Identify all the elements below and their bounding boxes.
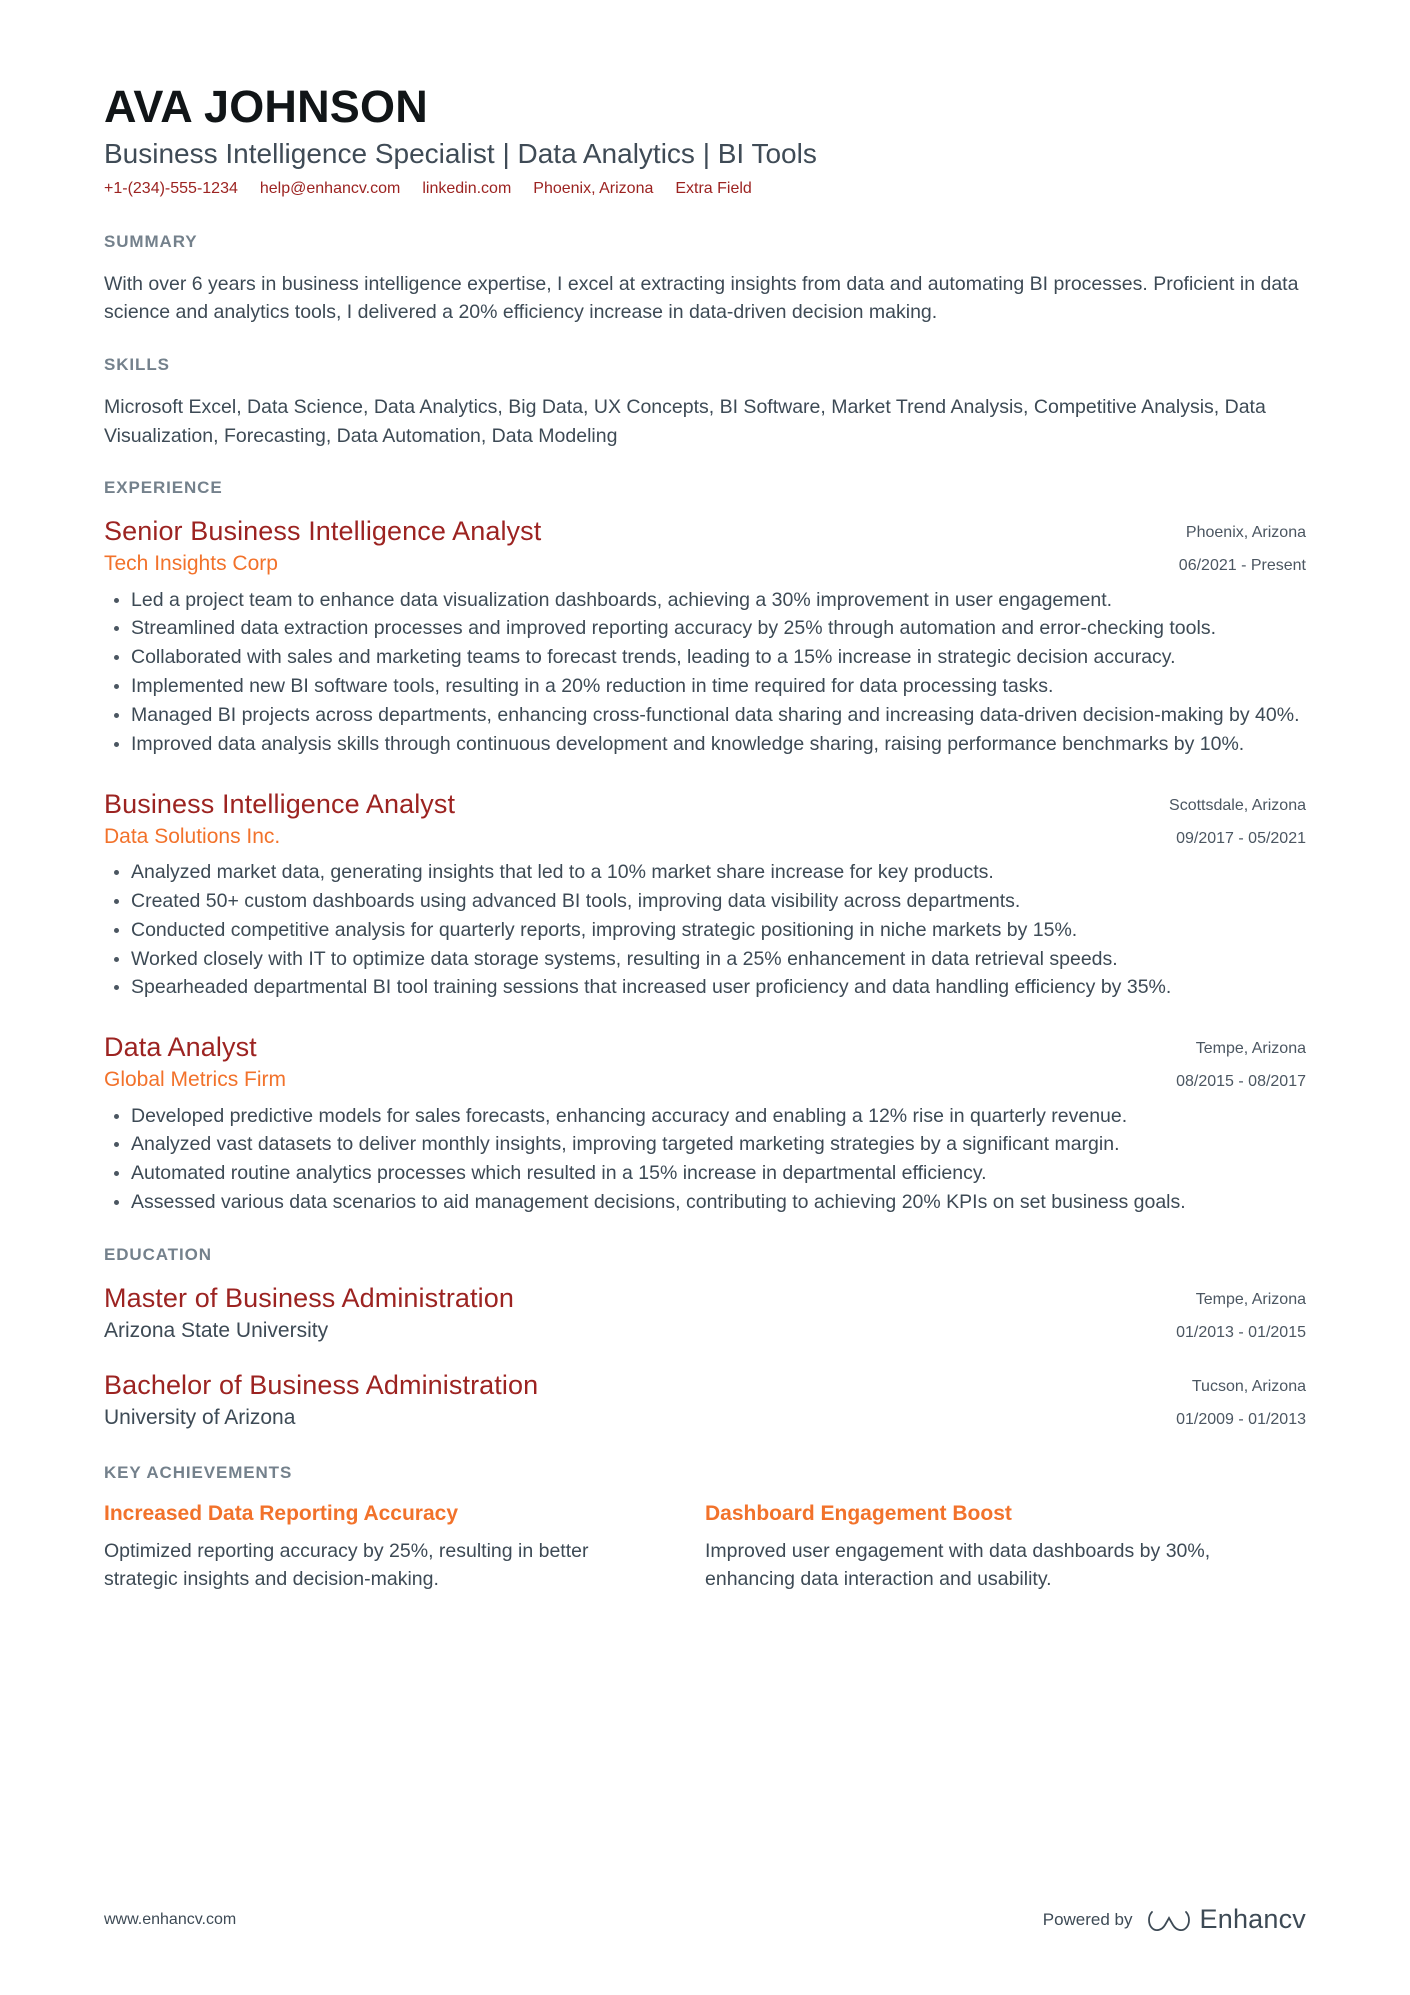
education-entry-head: [104, 1283, 1306, 1344]
bullet-item: Developed predictive models for sales forecasts, enhancing accuracy and enabling a 12% rise in quarterly revenue.: [104, 1103, 1306, 1131]
bullet-item: Worked closely with IT to optimize data storage systems, resulting in a 25% enhancement in data retrieval speeds.: [104, 946, 1306, 974]
experience-entry: [104, 789, 1306, 1003]
degree-title: Bachelor of Business Administration: [104, 1370, 539, 1401]
bullet-item: Analyzed vast datasets to deliver monthly insights, improving targeted marketing strategies by a significant margin.: [104, 1131, 1306, 1159]
job-dates: 08/2015 - 08/2017: [1176, 1073, 1306, 1091]
section-title-key-achievements: KEY ACHIEVEMENTS: [104, 1463, 293, 1483]
bullet-item: Spearheaded departmental BI tool training sessions that increased user proficiency and data handling efficiency by 35%.: [104, 974, 1306, 1002]
company-name: Tech Insights Corp: [104, 552, 278, 576]
education-entry-left: [104, 1283, 1121, 1344]
skills-text: Microsoft Excel, Data Science, Data Analytics, Big Data, UX Concepts, BI Software, Market Trend Analysis, Competitive Analysis, Data Visualization, Forecasting, Data Automation, Data Modeling: [104, 396, 1266, 447]
section-summary: [104, 232, 1306, 327]
contact-email[interactable]: help@enhancv.com: [259, 179, 401, 197]
job-dates: 09/2017 - 05/2021: [1176, 829, 1306, 847]
candidate-headline: Business Intelligence Specialist | Data Analytics | BI Tools: [104, 138, 817, 170]
enhancv-logo: [1147, 1904, 1306, 1935]
candidate-name: AVA JOHNSON: [104, 81, 428, 132]
job-location: Scottsdale, Arizona: [1169, 796, 1306, 814]
bullet-item: Streamlined data extraction processes and improved reporting accuracy by 25% through automation and error-checking tools.: [104, 615, 1306, 643]
experience-entry-left: [104, 1032, 1121, 1093]
school-dates: 01/2009 - 01/2013: [1176, 1411, 1306, 1429]
experience-entry-meta: [1121, 789, 1306, 849]
education-entry: [104, 1283, 1306, 1344]
experience-entry: [104, 1032, 1306, 1217]
job-bullets: [104, 859, 1306, 1002]
section-title-experience: EXPERIENCE: [104, 478, 223, 498]
summary-text: With over 6 years in business intelligence expertise, I excel at extracting insights from data and automating BI processes. Proficient in data science and analytics tools, I delivered a 20% efficiency increase in data-driven decision making.: [104, 272, 1299, 324]
bullet-item: Collaborated with sales and marketing teams to forecast trends, leading to a 15% increase in strategic decision accuracy.: [104, 644, 1306, 672]
resume-header: [104, 82, 1306, 204]
achievements-grid: [104, 1501, 1306, 1593]
experience-entry-head: [104, 1032, 1306, 1093]
section-skills: [104, 355, 1306, 450]
job-dates: 06/2021 - Present: [1178, 557, 1306, 575]
company-name: Global Metrics Firm: [104, 1068, 287, 1092]
school-location: Tempe, Arizona: [1195, 1291, 1306, 1308]
experience-entry-meta: [1121, 516, 1306, 576]
experience-entry-left: [104, 516, 1121, 577]
bullet-item: Analyzed market data, generating insights that led to a 10% market share increase for key products.: [104, 859, 1306, 887]
contact-location: Phoenix, Arizona: [533, 179, 654, 197]
bullet-item: Improved data analysis skills through continuous development and knowledge sharing, raising performance benchmarks by 10%.: [104, 731, 1306, 759]
achievement-item: [705, 1501, 1306, 1593]
school-name: Arizona State University: [104, 1318, 329, 1342]
contact-row: [104, 180, 1306, 198]
degree-title: Master of Business Administration: [104, 1283, 514, 1313]
section-education: [104, 1245, 1306, 1431]
experience-entry: [104, 516, 1306, 758]
job-location: Phoenix, Arizona: [1185, 524, 1306, 542]
bullet-item: Automated routine analytics processes which resulted in a 15% increase in departmental efficiency.: [104, 1160, 1306, 1188]
contact-phone[interactable]: +1-(234)-555-1234: [104, 179, 238, 197]
brand-name-label: Enhancv: [1199, 1904, 1306, 1934]
school-location: Tucson, Arizona: [1191, 1378, 1306, 1396]
section-title-education: EDUCATION: [104, 1245, 212, 1264]
experience-entry-head: [104, 789, 1306, 850]
school-name: University of Arizona: [104, 1406, 296, 1430]
job-bullets: [104, 587, 1306, 759]
education-entry-left: [104, 1370, 1121, 1431]
footer-brand: [1043, 1904, 1306, 1935]
experience-entry-meta: [1121, 1032, 1306, 1092]
achievement-description: Optimized reporting accuracy by 25%, resulting in better strategic insights and decision-making.: [104, 1539, 589, 1590]
job-bullets: [104, 1103, 1306, 1218]
experience-entry-left: [104, 789, 1121, 850]
contact-linkedin[interactable]: linkedin.com: [422, 179, 512, 197]
bullet-item: Conducted competitive analysis for quarterly reports, improving strategic positioning in niche markets by 15%.: [104, 917, 1306, 945]
section-title-summary: SUMMARY: [104, 231, 198, 251]
section-title-skills: SKILLS: [104, 355, 170, 375]
section-key-achievements: [104, 1463, 1306, 1593]
enhancv-mark-icon: [1147, 1906, 1191, 1934]
bullet-item: Implemented new BI software tools, resulting in a 20% reduction in time required for data processing tasks.: [104, 673, 1306, 701]
education-entry-meta: [1121, 1370, 1306, 1430]
achievement-title: Dashboard Engagement Boost: [705, 1502, 1012, 1526]
achievement-description: Improved user engagement with data dashboards by 30%, enhancing data interaction and usability.: [705, 1539, 1211, 1590]
experience-entry-head: [104, 516, 1306, 577]
section-experience: [104, 478, 1306, 1217]
job-title: Business Intelligence Analyst: [104, 788, 456, 819]
job-title: Senior Business Intelligence Analyst: [104, 516, 542, 547]
achievement-item: [104, 1501, 705, 1593]
school-dates: 01/2013 - 01/2015: [1176, 1324, 1306, 1341]
bullet-item: Led a project team to enhance data visualization dashboards, achieving a 30% improvement in user engagement.: [104, 587, 1306, 615]
bullet-item: Assessed various data scenarios to aid management decisions, contributing to achieving 20% KPIs on set business goals.: [104, 1189, 1306, 1217]
education-entry-meta: [1121, 1283, 1306, 1343]
contact-extra-field: Extra Field: [675, 179, 752, 197]
education-entry-head: [104, 1370, 1306, 1431]
bullet-item: Managed BI projects across departments, enhancing cross-functional data sharing and increasing data-driven decision-making by 40%.: [104, 702, 1306, 730]
footer-website-url[interactable]: www.enhancv.com: [104, 1910, 237, 1928]
page-footer: [104, 1904, 1306, 1935]
bullet-item: Created 50+ custom dashboards using advanced BI tools, improving data visibility across departments.: [104, 888, 1306, 916]
powered-by-label: Powered by: [1042, 1909, 1133, 1929]
achievement-title: Increased Data Reporting Accuracy: [104, 1502, 459, 1526]
job-location: Tempe, Arizona: [1195, 1040, 1306, 1058]
job-title: Data Analyst: [104, 1032, 257, 1063]
company-name: Data Solutions Inc.: [104, 824, 281, 848]
education-entry: [104, 1370, 1306, 1431]
